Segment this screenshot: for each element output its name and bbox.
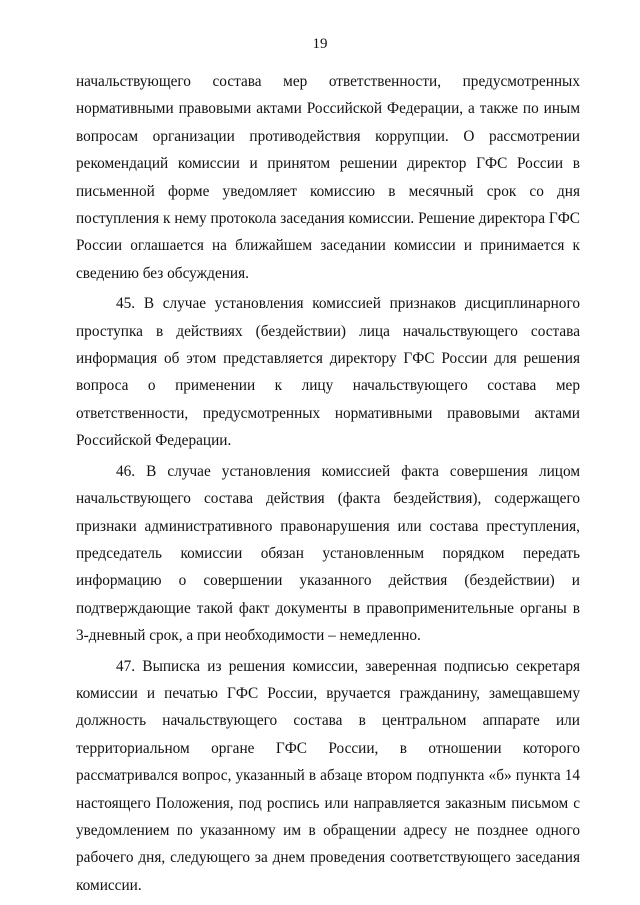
document-body: [76, 68, 580, 899]
paragraph-45: 45. В случае установления комиссией признаков дисциплинарного проступка в действиях (бездействии) лица начальствующего состава информация об этом представляется директору ГФС России для решения вопроса о применении к лицу начальствующего состава мер ответственности, предусмотренных нормативными правовыми актами Российской Федерации.: [76, 295, 580, 450]
page-number: 19: [312, 36, 328, 52]
paragraph-47: 47. Выписка из решения комиссии, заверенная подписью секретаря комиссии и печатью ГФС России, вручается гражданину, замещавшему должность начальствующего состава в центральном аппарате или территориальном органе ГФС России, в отношении которого рассматривался вопрос, указанный в абзаце втором подпункта «б» пункта 14 настоящего Положения, под роспись или направляется заказным письмом с уведомлением по указанному им в обращении адресу не позднее одного рабочего дня, следующего за днем проведения соответствующего заседания комиссии.: [76, 657, 580, 894]
paragraph-46: 46. В случае установления комиссией факта совершения лицом начальствующего состава действия (факта бездействия), содержащего признаки административного правонарушения или состава преступления, председатель комиссии обязан установленным порядком передать информацию о совершении указанного действия (бездействии) и подтверждающие такой факт документы в правоприменительные органы в 3-дневный срок, а при необходимости – немедленно.: [76, 462, 580, 645]
paragraph-continuation: начальствующего состава мер ответственности, предусмотренных нормативными правовыми актами Российской Федерации, а также по иным вопросам организации противодействия коррупции. О рассмотрении рекомендаций комиссии и принятом решении директор ГФС России в письменной форме уведомляет комиссию в месячный срок со дня поступления к нему протокола заседания комиссии. Решение директора ГФС России оглашается на ближайшем заседании комиссии и принимается к сведению без обсуждения.: [76, 73, 580, 282]
